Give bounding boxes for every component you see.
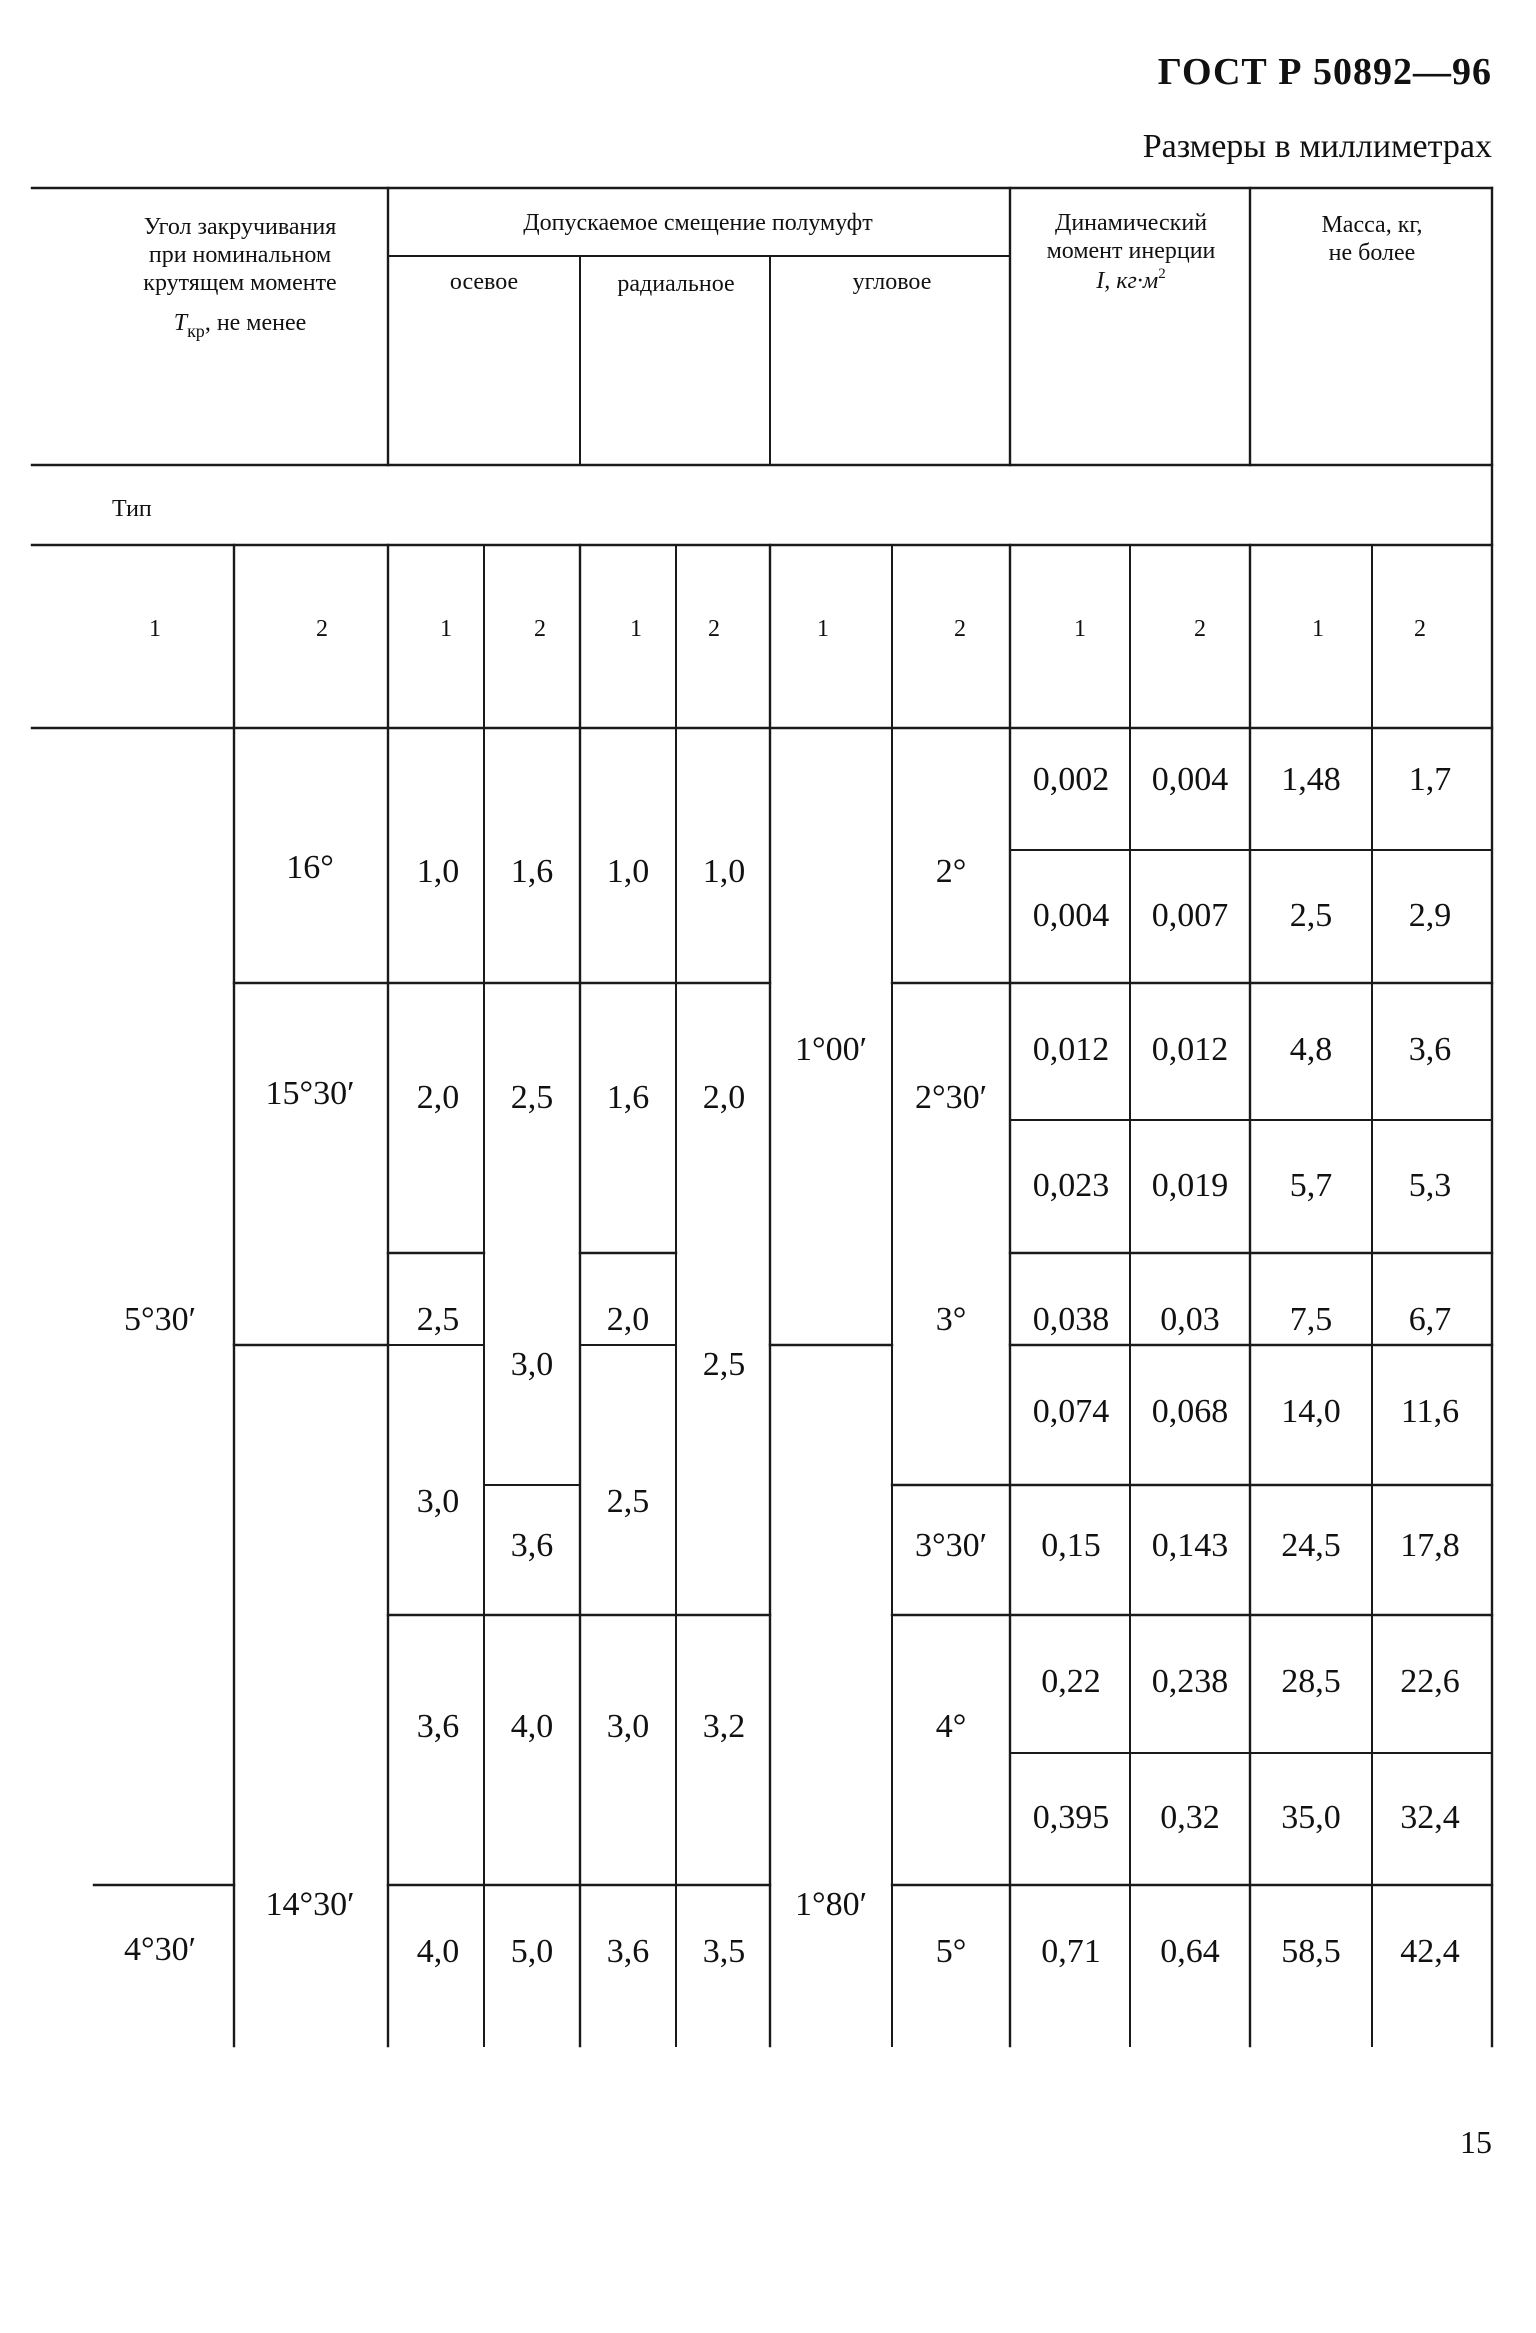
type-number: 1 (1312, 616, 1324, 642)
table-cell: 0,03 (1160, 1301, 1220, 1338)
table-cell: 15°30′ (265, 1075, 355, 1112)
mass-type1 (1281, 761, 1341, 1970)
table-cell: 2,0 (702, 1079, 746, 1116)
table-cell: 5,3 (1408, 1167, 1452, 1204)
table-cell: 2,5 (702, 1346, 746, 1383)
table-cell: 0,64 (1160, 1933, 1220, 1970)
torque-suffix: , не менее (204, 310, 307, 336)
table-cell: 0,023 (1032, 1167, 1110, 1204)
table-cell: 0,019 (1151, 1167, 1229, 1204)
table-cell: 3,6 (416, 1708, 460, 1745)
torque-symbol: T (173, 310, 188, 336)
type-number: 2 (708, 616, 720, 642)
table-cell: 5,0 (510, 1933, 554, 1970)
table-cell: 2,5 (510, 1079, 554, 1116)
header-inertia-unit: I, кг·м (1096, 268, 1159, 294)
type-number: 1 (630, 616, 642, 642)
table-cell: 2,0 (416, 1079, 460, 1116)
table-cell: 0,004 (1151, 761, 1229, 798)
table-cell: 6,7 (1408, 1301, 1452, 1338)
header-offset-group: Допускаемое смещение полумуфт (523, 210, 873, 236)
table-cell: 2,5 (416, 1301, 460, 1338)
table-cell: 4° (935, 1708, 967, 1745)
header-inertia-line3 (1095, 266, 1165, 294)
table-cell: 3,6 (606, 1933, 650, 1970)
table-cell: 0,007 (1151, 897, 1229, 934)
table-cell: 1,48 (1281, 761, 1341, 798)
table-cell: 1,6 (510, 853, 554, 890)
table-cell: 35,0 (1281, 1799, 1341, 1836)
table-cell: 7,5 (1289, 1301, 1333, 1338)
table-cell: 28,5 (1281, 1663, 1341, 1700)
table-cell: 0,238 (1151, 1663, 1229, 1700)
header-axial: осевое (449, 269, 519, 295)
table-cell: 2°30′ (914, 1079, 988, 1116)
type-number: 2 (316, 616, 328, 642)
table-cell: 0,143 (1151, 1527, 1229, 1564)
table-cell: 1,0 (416, 853, 460, 890)
inertia-type2 (1152, 761, 1229, 1970)
header-mass-line1: Масса, кг, (1321, 212, 1423, 238)
units-note: Размеры в миллиметрах (1142, 128, 1492, 165)
table-cell: 0,012 (1032, 1031, 1110, 1068)
header-mass (1321, 212, 1422, 266)
header-twist-angle-line3: крутящем моменте (143, 270, 337, 296)
table-cell: 2,5 (1289, 897, 1333, 934)
table-cell: 16° (286, 849, 334, 886)
table-cell: 0,22 (1041, 1663, 1101, 1700)
torque-subscript: кр (187, 321, 205, 341)
table-cell: 1°00′ (794, 1031, 868, 1068)
table-cell: 1,6 (606, 1079, 650, 1116)
header-twist-angle-line4 (174, 310, 307, 341)
table-cell: 22,6 (1400, 1663, 1460, 1700)
table-cell: 5°30′ (123, 1301, 197, 1338)
type-number: 2 (1414, 616, 1426, 642)
table-cell: 3,0 (416, 1483, 460, 1520)
table-cell: 4,8 (1289, 1031, 1333, 1068)
table-cell: 3,6 (1408, 1031, 1452, 1068)
mass-type2 (1400, 761, 1460, 1970)
table-cell: 4,0 (510, 1708, 554, 1745)
header-radial: радиальное (617, 271, 735, 297)
table-cell: 3,0 (606, 1708, 650, 1745)
table-cell: 2° (935, 853, 967, 890)
axial-type1 (417, 853, 460, 1970)
table-cell: 0,71 (1041, 1933, 1101, 1970)
type-number: 1 (1074, 616, 1086, 642)
angular-type2 (915, 853, 987, 1970)
table-cell: 42,4 (1400, 1933, 1460, 1970)
angular-type1 (795, 1031, 867, 1923)
table-cell: 5° (935, 1933, 967, 1970)
table-cell: 1,0 (606, 853, 650, 890)
table-cell: 3°30′ (914, 1527, 988, 1564)
table-cell: 14°30′ (265, 1886, 355, 1923)
table-cell: 1°80′ (794, 1886, 868, 1923)
table-cell: 0,068 (1151, 1393, 1229, 1430)
header-inertia (1047, 210, 1216, 294)
header-inertia-line1: Динамический (1054, 210, 1208, 236)
table-cell: 1,7 (1408, 761, 1452, 798)
table-cell: 0,038 (1032, 1301, 1110, 1338)
table-cell: 2,9 (1408, 897, 1452, 934)
type-number: 1 (440, 616, 452, 642)
table-cell: 3,2 (702, 1708, 746, 1745)
twist-angle-type1 (124, 1301, 196, 1968)
type-number: 2 (1194, 616, 1206, 642)
table-cell: 0,004 (1032, 897, 1110, 934)
table-cell: 58,5 (1281, 1933, 1341, 1970)
header-inertia-line2: момент инерции (1046, 238, 1216, 264)
type-number: 1 (817, 616, 829, 642)
table-cell: 3° (935, 1301, 967, 1338)
table-cell: 0,32 (1160, 1799, 1220, 1836)
table-cell: 0,15 (1041, 1527, 1101, 1564)
header-mass-line2: не более (1328, 240, 1416, 266)
table-cell: 3,6 (510, 1527, 554, 1564)
header-twist-angle-line2: при номинальном (148, 242, 332, 268)
standard-number: ГОСТ Р 50892—96 (1157, 51, 1492, 93)
type-number: 2 (534, 616, 546, 642)
table-cell: 3,0 (510, 1346, 554, 1383)
header-angular: угловое (852, 269, 932, 295)
table-cell: 2,5 (606, 1483, 650, 1520)
header-inertia-superscript: 2 (1158, 266, 1166, 282)
table-cell: 0,395 (1032, 1799, 1110, 1836)
type-number-row (149, 616, 1426, 642)
table-cell: 14,0 (1281, 1393, 1341, 1430)
table-grid (32, 188, 1492, 2046)
table-cell: 3,5 (702, 1933, 746, 1970)
table-cell: 32,4 (1400, 1799, 1460, 1836)
header-twist-angle (143, 214, 336, 341)
radial-type1 (607, 853, 650, 1970)
table-cell: 4°30′ (123, 1931, 197, 1968)
inertia-type1 (1033, 761, 1110, 1970)
type-number: 2 (954, 616, 966, 642)
type-number: 1 (149, 616, 161, 642)
table-cell: 17,8 (1400, 1527, 1460, 1564)
table-cell: 0,002 (1032, 761, 1110, 798)
header-twist-angle-line1: Угол закручивания (143, 214, 337, 240)
table-cell: 0,012 (1151, 1031, 1229, 1068)
table-cell: 1,0 (702, 853, 746, 890)
table-cell: 0,074 (1032, 1393, 1110, 1430)
table-cell: 24,5 (1281, 1527, 1341, 1564)
twist-angle-type2 (265, 849, 354, 1923)
radial-type2 (703, 853, 746, 1970)
page-number: 15 (1460, 2124, 1492, 2160)
table-cell: 2,0 (606, 1301, 650, 1338)
table-cell: 4,0 (416, 1933, 460, 1970)
axial-type2 (511, 853, 554, 1970)
table-cell: 11,6 (1400, 1393, 1460, 1430)
table-cell: 5,7 (1289, 1167, 1333, 1204)
header-type: Тип (112, 496, 152, 522)
